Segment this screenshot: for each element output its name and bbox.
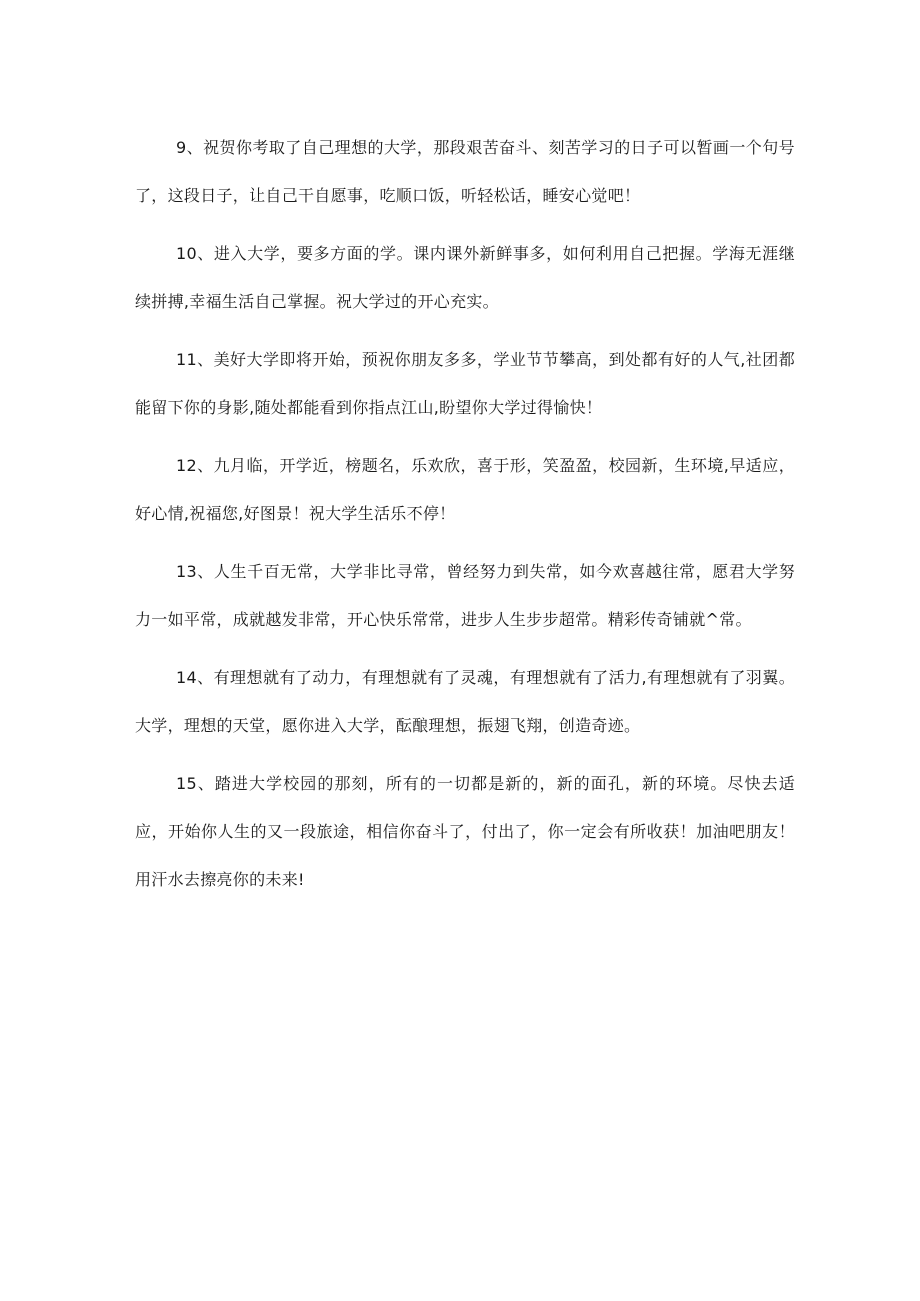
document-body: [135, 124, 795, 914]
paragraph-13: 13、人生千百无常，大学非比寻常，曾经努力到失常，如今欢喜越往常，愿君大学努力一如平常，成就越发非常，开心快乐常常，进步人生步步超常。精彩传奇铺就^常。: [135, 562, 795, 629]
paragraph-9: 9、祝贺你考取了自己理想的大学，那段艰苦奋斗、刻苦学习的日子可以暂画一个句号了，这段日子，让自己干自愿事，吃顺口饭，听轻松话，睡安心觉吧！: [135, 138, 795, 205]
paragraph-11: 11、美好大学即将开始，预祝你朋友多多，学业节节攀高，到处都有好的人气,社团都能留下你的身影,随处都能看到你指点江山,盼望你大学过得愉快！: [135, 350, 795, 417]
paragraph-12: 12、九月临，开学近，榜题名，乐欢欣，喜于形，笑盈盈，校园新，生环境,早适应，好心情,祝福您,好图景！祝大学生活乐不停！: [135, 456, 795, 523]
paragraph-10: 10、进入大学，要多方面的学。课内课外新鲜事多，如何利用自己把握。学海无涯继续拼搏,幸福生活自己掌握。祝大学过的开心充实。: [135, 244, 795, 311]
paragraph-15: 15、踏进大学校园的那刻，所有的一切都是新的，新的面孔，新的环境。尽快去适应，开始你人生的又一段旅途，相信你奋斗了，付出了，你一定会有所收获！加油吧朋友！用汗水去擦亮你的未来!: [135, 774, 795, 889]
paragraph-14: 14、有理想就有了动力，有理想就有了灵魂，有理想就有了活力,有理想就有了羽翼。大学，理想的天堂，愿你进入大学，酝酿理想，振翅飞翔，创造奇迹。: [135, 668, 795, 735]
